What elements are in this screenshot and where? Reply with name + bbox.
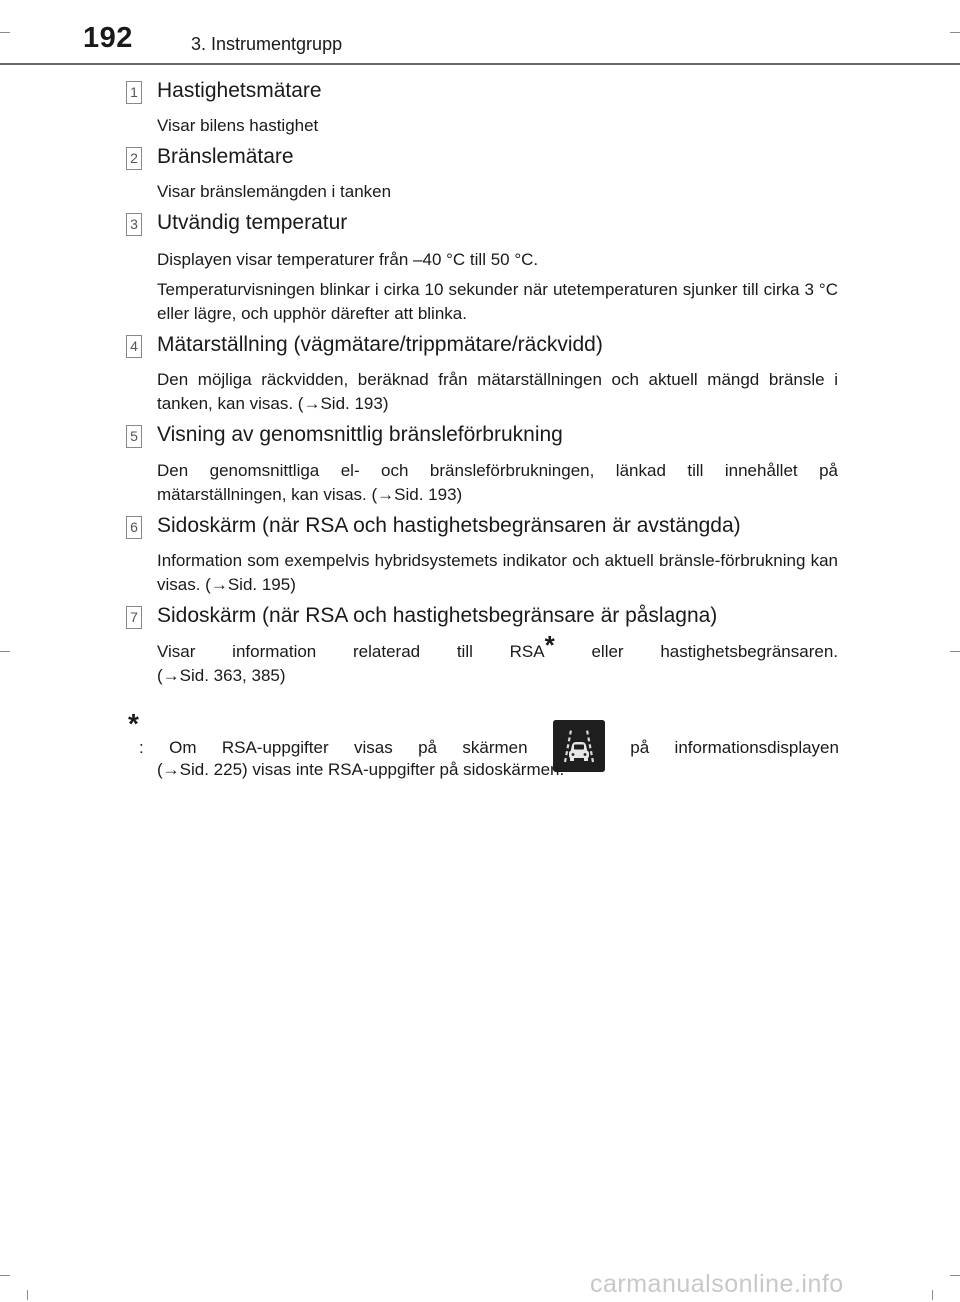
item-description: Temperaturvisningen blinkar i cirka 10 sekunder när utetemperaturen sjunker till cirka 3 °C eller lägre, och upphör därefter att blinka. — [157, 280, 838, 323]
chapter-title: 3. Instrumentgrupp — [191, 34, 343, 54]
crop-mark — [0, 32, 10, 33]
footnote-marker: * — [128, 708, 139, 739]
watermark: carmanualsonline.info — [590, 1270, 844, 1298]
footnote-word: informationsdisplayen — [674, 738, 839, 757]
footnote-word: på — [630, 738, 650, 757]
item-description: Information som exempelvis hybridsystemets indikator och aktuell bränsle-förbrukning kan visas. (→Sid. 195) — [157, 551, 838, 594]
crop-mark — [932, 1290, 933, 1300]
item-number-badge: 2 — [126, 147, 142, 170]
footnote-word: RSA-uppgifter — [221, 738, 329, 757]
item-description: Den genomsnittliga el- och bränsleförbrukningen, länkad till innehållet på mätarställningen, kan visas. (→Sid. 193) — [157, 461, 838, 504]
footnote-word: skärmen — [462, 738, 528, 757]
item-heading-2 — [126, 145, 846, 175]
item-description: Visar bränslemängden i tanken — [157, 182, 392, 201]
header-divider — [0, 63, 960, 65]
item-text-part: eller hastighetsbegränsaren. — [554, 642, 839, 661]
item-number-badge: 3 — [126, 213, 142, 236]
item-description: Den möjliga räckvidden, beräknad från mätarställningen och aktuell mängd bränsle i tanken, kan visas. (→Sid. 193) — [157, 370, 838, 413]
item-number-badge: 4 — [126, 335, 142, 358]
footnote-word: visas — [353, 738, 393, 757]
crop-mark — [27, 1290, 28, 1300]
crop-mark — [950, 32, 960, 33]
item-title: Sidoskärm (när RSA och hastighetsbegränsare är påslagna) — [157, 604, 718, 627]
item-description: Visar bilens hastighet — [157, 116, 319, 135]
item-number-badge: 5 — [126, 425, 142, 448]
footnote-marker: * — [544, 630, 555, 661]
crop-mark — [950, 1275, 960, 1276]
footnote-colon: : — [139, 738, 144, 757]
page-number: 192 — [83, 22, 133, 54]
item-text-part: Visar information relaterad till RSA — [157, 642, 545, 661]
item-heading-7 — [126, 604, 846, 634]
footnote-word: Om — [169, 738, 197, 757]
item-description-line: (→Sid. 363, 385) — [157, 666, 286, 685]
item-title: Hastighetsmätare — [157, 79, 322, 102]
item-number-badge: 6 — [126, 516, 142, 539]
item-title: Visning av genomsnittlig bränsleförbrukning — [157, 423, 563, 446]
item-description — [157, 630, 839, 688]
item-heading-3 — [126, 211, 846, 241]
item-title: Utvändig temperatur — [157, 211, 348, 234]
item-number-badge: 7 — [126, 606, 142, 629]
item-title: Mätarställning (vägmätare/trippmätare/räckvidd) — [157, 333, 603, 356]
crop-mark — [0, 1275, 10, 1276]
item-heading-4 — [126, 333, 846, 363]
item-title: Sidoskärm (när RSA och hastighetsbegränsaren är avstängda) — [157, 514, 741, 537]
crop-mark — [950, 651, 960, 652]
crop-mark — [0, 651, 10, 652]
item-description-line — [157, 630, 839, 664]
item-number-badge: 1 — [126, 81, 142, 104]
item-heading-5 — [126, 423, 846, 453]
item-description: Displayen visar temperaturer från –40 °C till 50 °C. — [157, 250, 539, 269]
item-heading-6 — [126, 514, 846, 544]
footnote-word: på — [418, 738, 437, 757]
item-title: Bränslemätare — [157, 145, 294, 168]
item-heading-1 — [126, 79, 846, 109]
footnote-line: (→Sid. 225) visas inte RSA-uppgifter på sidoskärmen. — [157, 760, 565, 779]
page-header — [0, 0, 960, 64]
